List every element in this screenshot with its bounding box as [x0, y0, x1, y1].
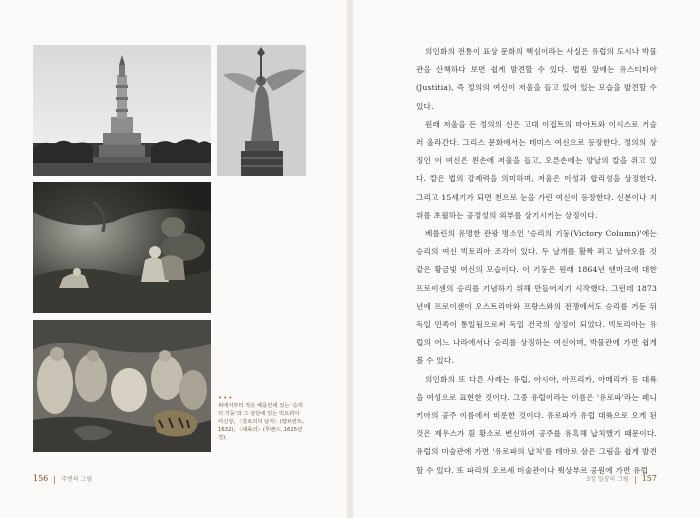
- figure-caption: [218, 395, 306, 442]
- victoria-statue-photo: [217, 45, 306, 176]
- rembrandt-painting-image: [33, 182, 211, 313]
- victoria-statue-image: [217, 45, 306, 176]
- victory-column-photo: [33, 45, 211, 176]
- caption-marker-icon: •••: [218, 394, 234, 402]
- painting-rubens: [33, 320, 211, 452]
- paragraph-1: 의인화의 전통이 표상 문화의 핵심이라는 사실은 유럽의 도시나 박물관을 산책하다 보면 쉽게 발견할 수 있다. 법원 앞에는 유스티티아(Justitia), 즉 정의의 여신이 저울을 들고 있어 있는 모습을 발견할 수 있다.: [416, 47, 657, 111]
- right-folio: [586, 474, 657, 484]
- rubens-painting-image: [33, 320, 211, 452]
- left-running-title: 주변의 그림: [61, 476, 93, 483]
- folio-divider: [635, 476, 636, 484]
- paragraph-4: 의인화의 또 다른 사례는 유럽, 아시아, 아프리카, 아메리카 등 대륙을 여성으로 표현한 것이다. 그중 유럽이라는 이름은 '유로파'라는 페니키아의 공주 이름에서 비롯한 것이다. 유로파가 유럽 대륙으로 오게 된 것은 제우스가 흰 황소로 변신하여 공주를 유혹해 납치했기 때문이다. 유럽의 미술관에 가면 '유로파의 납치'를 테마로 삼은 그림을 쉽게 발견할 수 있다. 또 파리의 오르세 미술관이나 뤽상부르 공원에 가면 유럽: [416, 374, 657, 475]
- caption-text: 위에서부터 작은 베를린에 있는 '승리의 기둥'과 그 상단에 있는 빅토리아 여신상, 〈강로의의 남자〉(렘브란트, 1632), 〈대륙의〉(루벤스, 1615년경).: [218, 403, 304, 441]
- book-gutter: [346, 0, 354, 518]
- folio-divider: [54, 476, 55, 484]
- right-running-title: 3장 일상의 그림: [586, 476, 629, 483]
- paragraph-2: 원래 저울을 든 정의의 신은 고대 이집트의 마아트와 이시스로 거슬러 올라간다. 그리스 문화에서는 테미스 여신으로 등장한다. 정의의 상징인 이 여신은 왼손에 저울을 들고, 오른손에는 양날의 칼을 쥐고 있다. 칼은 법의 강제력을 의미하며, 저울은 이성과 합리성을 상징한다. 그리고 15세기가 되면 천으로 눈을 가린 여신이 등장한다. 신분이나 지위를 초월하는 공정성의 외부를 상기시키는 상징이다.: [416, 119, 657, 220]
- left-folio: [33, 474, 92, 484]
- victory-column-image: [33, 45, 211, 176]
- right-page-number: 157: [641, 474, 657, 483]
- body-text: [416, 43, 657, 480]
- painting-rembrandt: [33, 182, 211, 313]
- paragraph-3: 베를린의 유명한 관광 명소인 '승리의 기둥(Victory Column)'에는 승리의 여신 빅토리아 조각이 있다. 두 날개를 활짝 펴고 날아오를 것 같은 황금빛 여신의 모습이다. 이 기둥은 원래 1864년 덴마크에 대한 프로이센의 승리를 기념하기 위해 만들어지기 시작했다. 그런데 1873년에 프로이센이 오스트리아와 프랑스와의 전쟁에서도 승리를 거둔 뒤 독일 민족이 통일됨으로써 독일 건국의 상징이 되었다. 빅토리아는 유럽의 어느 나라에서나 승리를 상징하는 여신이며, 박물관에 가면 쉽게 볼 수 있다.: [416, 229, 657, 366]
- left-page-number: 156: [33, 474, 49, 483]
